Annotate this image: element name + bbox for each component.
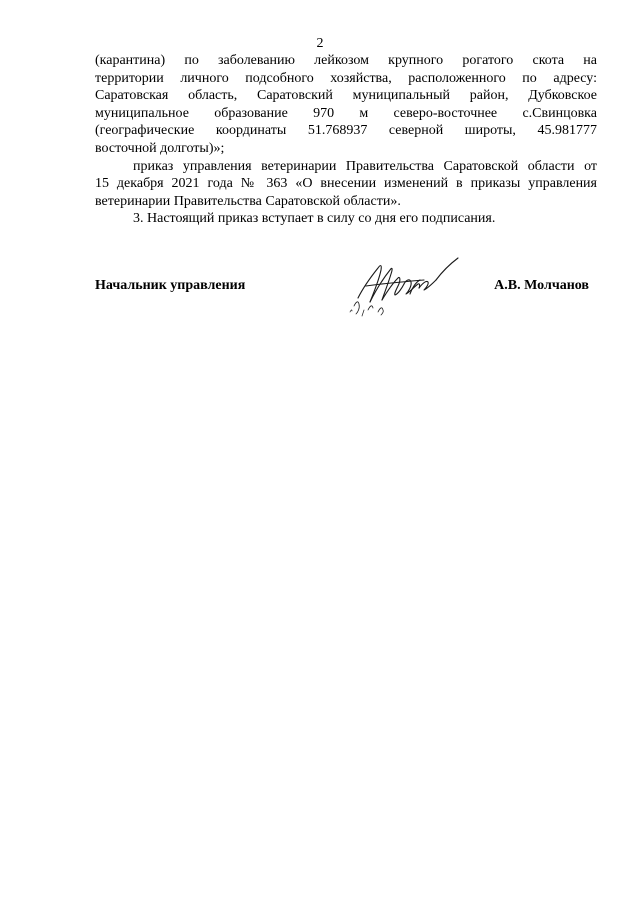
signatory-name: А.В. Молчанов xyxy=(494,278,589,293)
text-line: 3. Настоящий приказ вступает в силу со дня его подписания. xyxy=(133,211,496,227)
text-line: приказ управления ветеринарии Правительства Саратовской области от xyxy=(133,158,597,174)
paragraph-effective-date xyxy=(95,210,597,228)
document-body xyxy=(95,52,597,228)
text-line: муниципальное образование 970 м северо-восточнее с.Свинцовка xyxy=(95,105,597,121)
text-line: ветеринарии Правительства Саратовской области». xyxy=(95,193,401,209)
signatory-title: Начальник управления xyxy=(95,278,246,293)
text-line: (географические координаты 51.768937 северной широты, 45.981777 xyxy=(95,123,597,139)
text-line: (карантина) по заболеванию лейкозом крупного рогатого скота на xyxy=(95,53,597,68)
paragraph-order-reference xyxy=(95,158,597,211)
handwritten-signature xyxy=(340,250,470,325)
text-line: 15 декабря 2021 года № 363 «О внесении изменений в приказы управления xyxy=(95,176,597,192)
text-line: Саратовская область, Саратовский муниципальный район, Дубковское xyxy=(95,88,597,104)
text-line: восточной долготы)»; xyxy=(95,140,225,156)
paragraph-quarantine-address xyxy=(95,52,597,158)
text-line: территории личного подсобного хозяйства, расположенного по адресу: xyxy=(95,70,597,86)
page-number: 2 xyxy=(316,36,324,51)
